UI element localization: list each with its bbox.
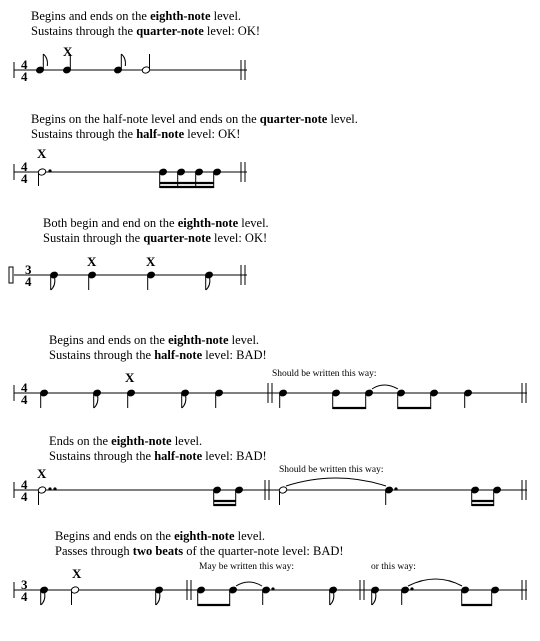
staff-5 [14, 466, 527, 506]
x-marker: X [87, 254, 97, 269]
svg-text:4: 4 [21, 380, 28, 395]
caption-line-2: Passes through two beats of the quarter-note level: BAD! [55, 544, 344, 558]
beamed-eighths [461, 586, 500, 606]
time-sig-top: 4 [21, 57, 28, 72]
beamed-eighths [397, 389, 439, 409]
eighth-note [114, 54, 126, 74]
alt-caption-5: Should be written this way: [279, 465, 384, 475]
caption-line-2: Sustains through the half-note level: BAD! [49, 348, 267, 362]
quarter-note [88, 271, 97, 290]
alt-caption-6a: May be written this way: [199, 562, 294, 572]
eighth-note [181, 389, 190, 408]
dotted-quarter-note [262, 586, 274, 605]
svg-text:4: 4 [21, 477, 28, 492]
caption-line-2: Sustains through the half-note level: BAD! [49, 449, 267, 463]
staff-2 [14, 146, 247, 188]
svg-text:4: 4 [21, 589, 28, 604]
staff-6 [14, 566, 527, 606]
dotted-half-note [37, 168, 51, 186]
caption-line-1: Both begin and end on the eighth-note level. [43, 216, 269, 230]
tie [372, 385, 398, 389]
sixteenth-notes [213, 486, 244, 506]
eighth-note [36, 54, 48, 74]
quarter-note [40, 389, 49, 408]
caption-line-2: Sustain through the quarter-note level: OK! [43, 231, 268, 245]
tie [286, 478, 386, 486]
beamed-eighths [197, 586, 238, 606]
caption-line-1: Begins and ends on the eighth-note level. [31, 9, 242, 23]
quarter-note [464, 389, 473, 408]
staff-3 [9, 254, 247, 290]
caption-line-1: Begins and ends on the eighth-note level. [49, 333, 260, 347]
svg-text:3: 3 [25, 262, 32, 277]
quarter-note [127, 389, 136, 408]
svg-text:4: 4 [21, 159, 28, 174]
time-sig-bottom: 4 [21, 69, 28, 84]
eighth-note [40, 586, 49, 605]
x-marker: X [37, 466, 47, 481]
svg-text:4: 4 [21, 171, 28, 186]
beamed-eighths [332, 389, 374, 409]
alt-caption-6b: or this way: [371, 562, 416, 572]
eighth-note [205, 271, 214, 290]
caption-line-1: Begins and ends on the eighth-note level. [55, 529, 266, 543]
svg-text:4: 4 [25, 274, 32, 289]
x-marker: X [125, 370, 135, 385]
half-note [141, 54, 150, 74]
svg-text:4: 4 [21, 489, 28, 504]
caption-line-1: Ends on the eighth-note level. [49, 434, 203, 448]
staff-1 [14, 44, 247, 84]
caption-line-2: Sustains through the half-note level: OK! [31, 127, 241, 141]
eighth-note [371, 586, 380, 605]
half-note [278, 486, 287, 505]
dotted-quarter-note [401, 586, 413, 605]
x-marker: X [146, 254, 156, 269]
eighth-note [50, 271, 59, 290]
half-note [70, 586, 79, 605]
quarter-note [147, 271, 156, 290]
alt-caption-4: Should be written this way: [272, 369, 377, 379]
double-dotted-half-note [37, 486, 56, 505]
eighth-note [155, 586, 164, 605]
caption-line-1: Begins on the half-note level and ends on the quarter-note level. [31, 112, 358, 126]
svg-text:3: 3 [21, 577, 28, 592]
x-marker: X [37, 146, 47, 161]
eighth-note [329, 586, 338, 605]
quarter-note [279, 389, 288, 408]
sixteenth-notes [471, 486, 502, 506]
x-marker: X [63, 44, 73, 59]
tie [408, 579, 462, 586]
staff-4 [14, 370, 527, 409]
quarter-note [215, 389, 224, 408]
eighth-note [93, 389, 102, 408]
caption-line-2: Sustains through the quarter-note level: OK! [31, 24, 261, 38]
dotted-quarter-note [385, 486, 397, 505]
x-marker: X [72, 566, 82, 581]
tie [236, 582, 262, 586]
svg-text:4: 4 [21, 392, 28, 407]
sixteenth-notes [159, 168, 222, 188]
